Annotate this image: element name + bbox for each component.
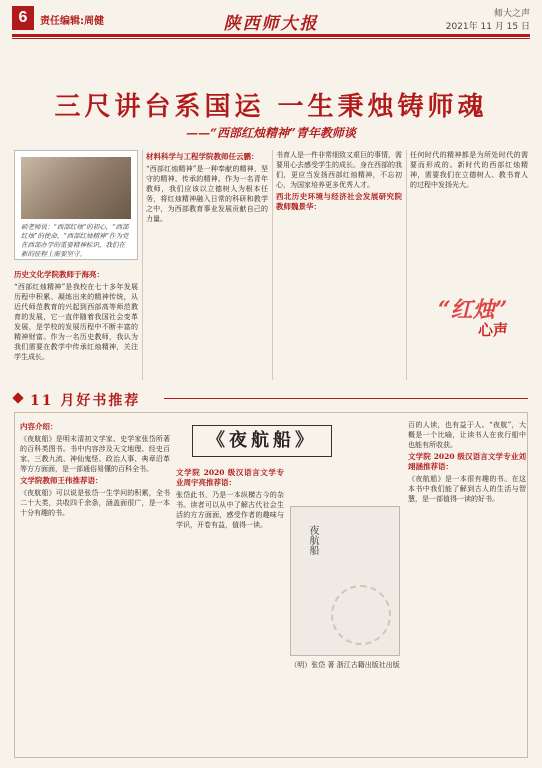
recommender-1-body: 《夜航船》可以说是张岱一生学问的积累，全书二十大类，共收四千余条，涵盖面很广，是一本十分有趣的书。 [20, 489, 170, 517]
column-3-heading: 西北历史环境与经济社会发展研究院教师魏景华： [276, 192, 402, 211]
right-column-body: 百的人读，也有益于人。“夜航”，大概是一个比喻，让读书人在夜行船中也能有所收获。 [408, 421, 526, 449]
recommender-2-heading: 文学院 2020 级汉语言文学专业周宇亮推荐语： [176, 468, 284, 487]
header-rule [12, 34, 530, 37]
article-photo [21, 157, 131, 219]
article-subheadline: ——“西部红烛精神”青年教师谈 [186, 126, 356, 140]
photo-card [14, 150, 138, 260]
book-intro-body: 《夜航船》是明末清初文学家、史学家张岱所著的百科类图书。书中内容涉及天文地理、经史百家、三教九流、神仙鬼怪、政治人事、典章沿革等方方面面，是一部通俗易懂的百科全书。 [20, 435, 170, 473]
page-header [12, 6, 530, 50]
header-rule-thin [12, 38, 530, 39]
edition-name: 师大之声 [493, 9, 530, 19]
red-candle-stamp [428, 275, 524, 345]
article-column-4 [410, 150, 528, 270]
cover-caption: （明）张岱 著 浙江古籍出版社出版 [290, 661, 400, 669]
book-intro-heading: 内容介绍： [20, 422, 58, 431]
book-cover [290, 506, 400, 656]
recommender-2-body: 张岱此书，乃是一本纵横古今的杂书。读者可以从中了解古代社会生活的方方面面，感受作者的趣味与学识，开卷有益，值得一读。 [176, 491, 284, 529]
article-column-1 [14, 268, 138, 380]
column-3-body: 书育人是一件非常细致又艰巨的事情，需要用心去感受学生的成长。身在西部的我们，更应当发扬西部红烛精神，不忘初心，为国家培养更多优秀人才。 [276, 151, 402, 189]
column-divider [142, 150, 143, 380]
section-rule [164, 398, 528, 399]
article-headline: 三尺讲台系国运 一生秉烛铸师魂 [54, 92, 488, 122]
column-1-body: “西部红烛精神”是我校在七十多年发展历程中积累、凝练出来的精神传统，从近代师范教育的兴起到西部高等师范教育的发展，它一直伴随着我国社会变革发展，是学校的发展历程中不断丰富的精神财富。作为一名历史教师，我认为我们需要在教学中传承红烛精神，关注学生成长。 [14, 283, 138, 361]
book-section-title: 11 月好书推荐 [30, 393, 141, 409]
recommender-3-heading: 文学院 2020 级汉语言文学专业刘翊涵推荐语： [408, 452, 526, 471]
issue-date: 2021年 11 月 15 日 [445, 22, 530, 32]
cover-title: 夜航船 [307, 525, 318, 555]
section-editor: 责任编辑:周健 [40, 16, 104, 27]
column-divider [272, 150, 273, 380]
edition-info [446, 8, 530, 34]
column-2-heading: 材料科学与工程学院教师任云鹏： [146, 152, 259, 161]
stamp-subtext: 心声 [478, 321, 509, 339]
book-right-column [408, 420, 526, 750]
recommender-3-body: 《夜航船》是一本很有趣的书。在这本书中我们能了解到古人的生活与智慧，是一部值得一读的好书。 [408, 475, 526, 503]
cover-decoration [331, 585, 391, 645]
stamp-text: “红烛” [438, 297, 508, 323]
book-title: 《夜航船》 [192, 425, 332, 457]
column-divider [406, 150, 407, 380]
diamond-icon [12, 392, 23, 403]
column-1-heading: 历史文化学院教师于海亮： [14, 270, 104, 279]
article-column-3 [276, 150, 402, 380]
book-recommendation-bar [14, 388, 528, 410]
book-left-column [20, 420, 170, 750]
book-middle-column [176, 466, 284, 750]
column-4-body: 任何时代的精神都是为所处时代的需要而形成的。新时代的西部红烛精神，需要我们在立德树人、教书育人的过程中发扬光大。 [410, 151, 528, 189]
photo-caption: 硕老师说：“西部红烛”的初心，“西部红烛”的使命，“西部红烛精神”作为党在西部办学的重要精神标识，我们在新的征程上需要坚守。 [21, 223, 129, 258]
masthead: 陕西师大报 [223, 14, 319, 34]
column-2-body: “西部红烛精神”是一种奉献的精神、坚守的精神、传承的精神。作为一名青年教师，我们应该以立德树人为根本任务，将红烛精神融入日常的科研和教学之中，为西部教育事业发展贡献自己的力量。 [146, 165, 268, 223]
page-number: 6 [12, 6, 34, 30]
recommender-1-heading: 文学院教师王伟推荐语： [20, 476, 103, 485]
article-column-2 [146, 150, 268, 380]
